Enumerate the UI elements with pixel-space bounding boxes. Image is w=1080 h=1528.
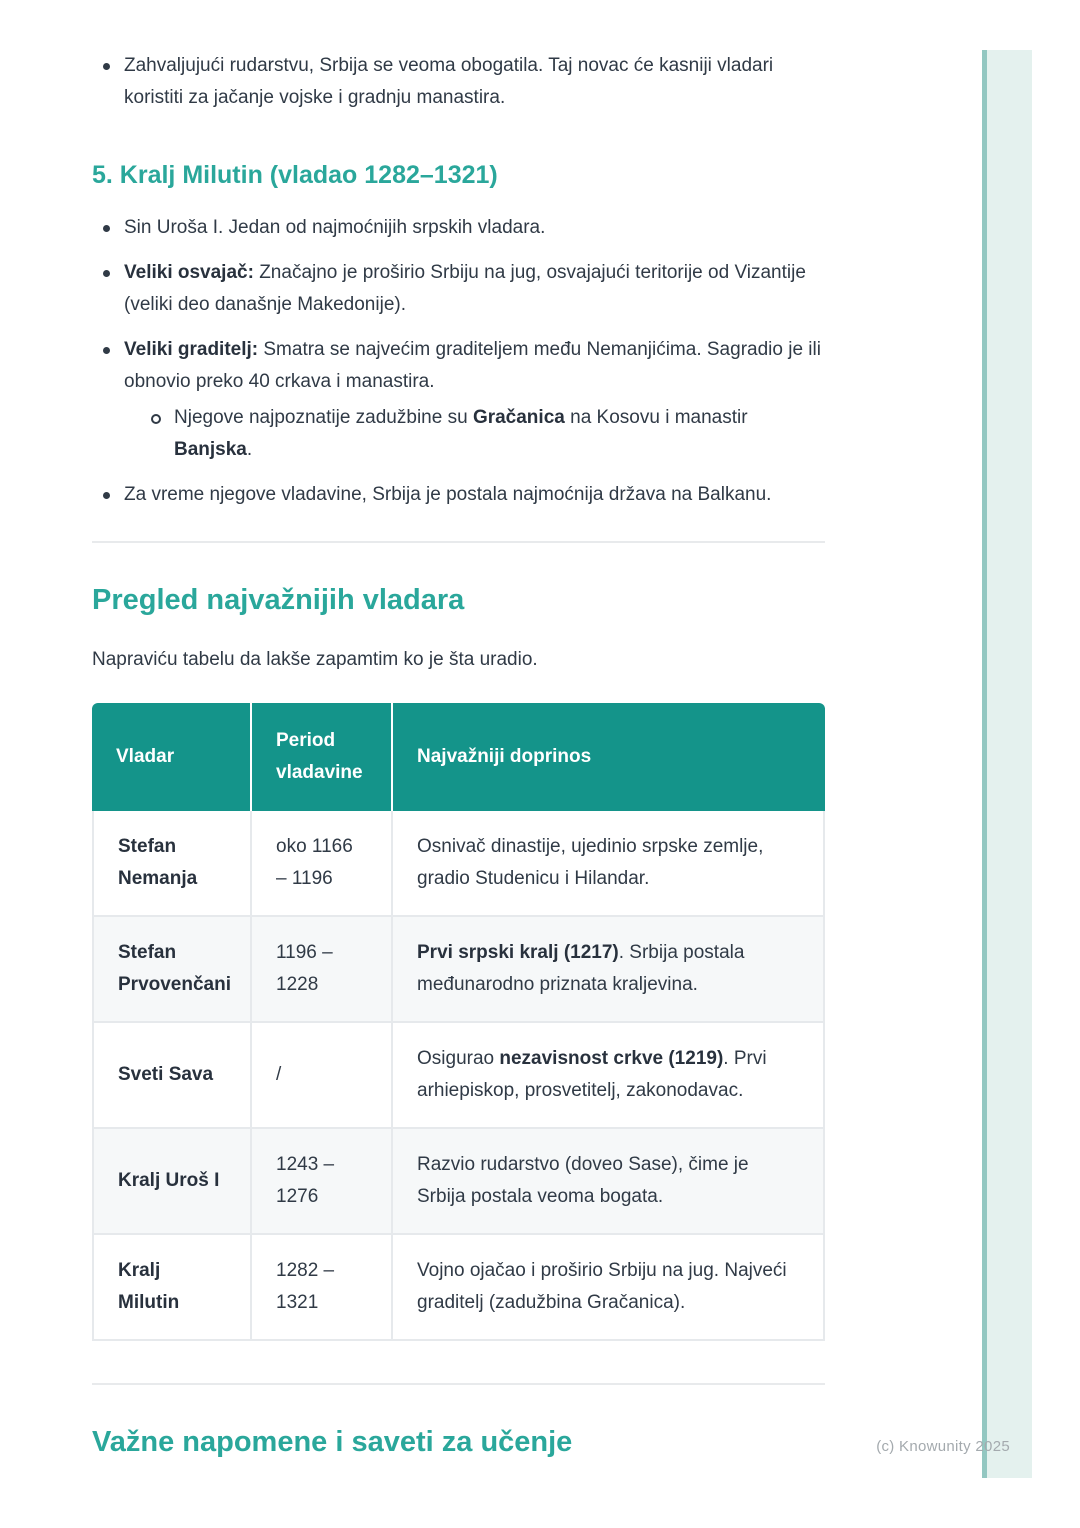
- table-row: [92, 1235, 825, 1341]
- table-row: [92, 1023, 825, 1129]
- cell-period: 1196 – 1228: [252, 917, 393, 1023]
- bullet-text: .: [246, 439, 253, 460]
- section-divider: [92, 541, 825, 543]
- cell-text-bold: Prvi srpski kralj (1217): [417, 942, 619, 963]
- cell-doprinos: [393, 917, 825, 1023]
- cell-text: . Prvi arhiepiskop, prosvetitelj, zakonodavac.: [417, 1048, 767, 1101]
- watermark: (c) Knowunity 2025: [876, 1438, 1010, 1455]
- list-item: [92, 257, 825, 321]
- cell-period: /: [252, 1023, 393, 1129]
- cell-text: Razvio rudarstvo (doveo Sase), čime je Srbija postala veoma bogata.: [417, 1154, 749, 1207]
- cell-doprinos: [393, 1129, 825, 1235]
- column-header-period: Period vladavine: [252, 703, 393, 811]
- cell-text: Osnivač dinastije, ujedinio srpske zemlje, gradio Studenicu i Hilandar.: [417, 836, 764, 889]
- cell-vladar: Sveti Sava: [92, 1023, 252, 1129]
- bullet-text: Njegove najpoznatije zadužbine su: [174, 407, 473, 428]
- cell-text-bold: nezavisnost crkve (1219): [499, 1048, 724, 1069]
- table-header-row: [92, 703, 825, 811]
- bullet-text: Sin Uroša I. Jedan od najmoćnijih srpskih vladara.: [124, 217, 546, 238]
- cell-period: 1282 – 1321: [252, 1235, 393, 1341]
- rulers-table: [92, 703, 825, 1341]
- cell-vladar: Stefan Nemanja: [92, 811, 252, 917]
- cell-text: . Srbija postala međunarodno priznata kraljevina.: [417, 942, 745, 995]
- section-heading-overview: Pregled najvažnijih vladara: [92, 584, 465, 616]
- table-row: [92, 917, 825, 1023]
- bullet-text: Zahvaljujući rudarstvu, Srbija se veoma obogatila. Taj novac će kasniji vladari koristiti za jačanje vojske i gradnju manastira.: [124, 55, 774, 108]
- table-row: [92, 1129, 825, 1235]
- bullet-text: Smatra se najvećim graditeljem među Nemanjićima. Sagradio je ili obnovio preko 40 crkava i manastira.: [124, 339, 821, 392]
- cell-doprinos: [393, 811, 825, 917]
- cell-doprinos: [393, 1235, 825, 1341]
- list-item: [92, 479, 825, 511]
- list-item: [92, 212, 825, 244]
- table-row: [92, 811, 825, 917]
- sub-bullet-list: [124, 402, 825, 466]
- intro-bullet-list: [92, 50, 825, 114]
- section-heading-milutin: 5. Kralj Milutin (vladao 1282–1321): [92, 161, 498, 189]
- list-item: [92, 334, 825, 466]
- cell-vladar: Kralj Uroš I: [92, 1129, 252, 1235]
- column-header-vladar: Vladar: [92, 703, 252, 811]
- cell-period: oko 1166 – 1196: [252, 811, 393, 917]
- list-item: [92, 50, 825, 114]
- cell-text: Osigurao: [417, 1048, 500, 1069]
- page-content: [92, 50, 825, 1461]
- cell-period: 1243 – 1276: [252, 1129, 393, 1235]
- overview-intro-text: Napraviću tabelu da lakše zapamtim ko je šta uradio.: [92, 649, 538, 670]
- section-heading-notes: Važne napomene i saveti za učenje: [92, 1426, 573, 1458]
- bullet-text-bold: Gračanica: [472, 407, 565, 428]
- bullet-text: Značajno je proširio Srbiju na jug, osvajajući teritorije od Vizantije (veliki deo današnje Makedonije).: [124, 262, 806, 315]
- cell-vladar: Stefan Prvovenčani: [92, 917, 252, 1023]
- section-divider: [92, 1383, 825, 1385]
- bullet-text: Za vreme njegove vladavine, Srbija je postala najmoćnija država na Balkanu.: [124, 484, 772, 505]
- milutin-bullet-list: [92, 212, 825, 511]
- bullet-text: na Kosovu i manastir: [564, 407, 748, 428]
- bullet-text-bold: Banjska: [174, 439, 247, 460]
- cell-text: Vojno ojačao i proširio Srbiju na jug. Najveći graditelj (zadužbina Gračanica).: [417, 1260, 787, 1313]
- bullet-text-bold: Veliki graditelj:: [124, 339, 259, 360]
- right-accent-stripe: [982, 50, 1032, 1478]
- cell-vladar: Kralj Milutin: [92, 1235, 252, 1341]
- column-header-doprinos: Najvažniji doprinos: [393, 703, 825, 811]
- bullet-text-bold: Veliki osvajač:: [124, 262, 254, 283]
- sub-list-item: [140, 402, 825, 466]
- cell-doprinos: [393, 1023, 825, 1129]
